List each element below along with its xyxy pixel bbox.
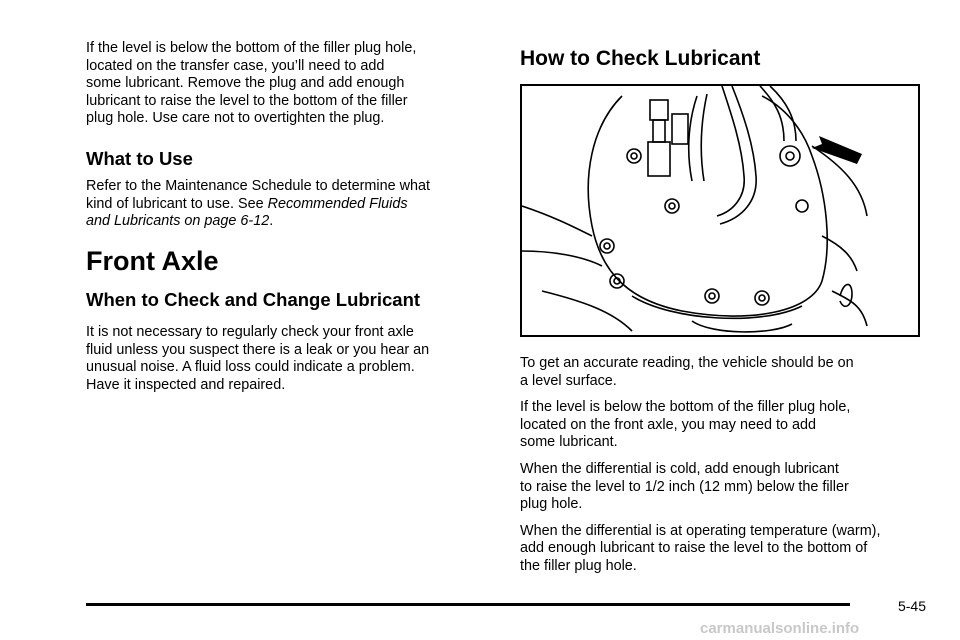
how-to-check-heading: How to Check Lubricant (520, 47, 761, 70)
watermark: carmanualsonline.info (700, 620, 860, 637)
recommended-fluids-link[interactable]: Recommended Fluids and Lubricants on page 6-12 (86, 195, 408, 230)
when-to-check-heading: When to Check and Change Lubricant (86, 289, 421, 310)
transfer-case-paragraph: If the level is below the bottom of the filler plug hole, located on the transfer case, you’ll need to add some lubricant. Remove the plug and add enough lubricant to raise the level to the bottom of the filler plug hole. Use care not to overtighten the plug. (86, 40, 417, 127)
page-number: 5-45 (897, 598, 926, 614)
footer-rule (86, 603, 850, 606)
paragraph-cold: When the differential is cold, add enough lubricant to raise the level to 1/2 inch (12 mm) below the filler plug hole. (520, 460, 849, 513)
when-to-check-paragraph: It is not necessary to regularly check your front axle fluid unless you suspect there is a leak or you hear an unusual noise. A fluid loss could indicate a problem. Have it inspected and repaired. (86, 324, 430, 393)
paragraph-filler-plug: If the level is below the bottom of the filler plug hole, located on the front axle, you may need to add some lubricant. (520, 399, 851, 451)
what-to-use-paragraph: Refer to the Maintenance Schedule to determine what kind of lubricant to use. See Recommended Fluids and Lubricants on page 6-12. (86, 178, 430, 230)
paragraph-warm: When the differential is at operating temperature (warm), add enough lubricant to raise the level to the bottom of the filler plug hole. (520, 522, 881, 574)
arrow-icon (812, 136, 862, 164)
axle-drawing (522, 86, 918, 335)
paragraph-level-surface: To get an accurate reading, the vehicle should be on a level surface. (520, 355, 854, 389)
how-to-check-text (520, 355, 930, 585)
what-to-use-heading: What to Use (86, 148, 193, 169)
front-axle-heading: Front Axle (86, 246, 219, 276)
front-axle-illustration (520, 84, 920, 337)
